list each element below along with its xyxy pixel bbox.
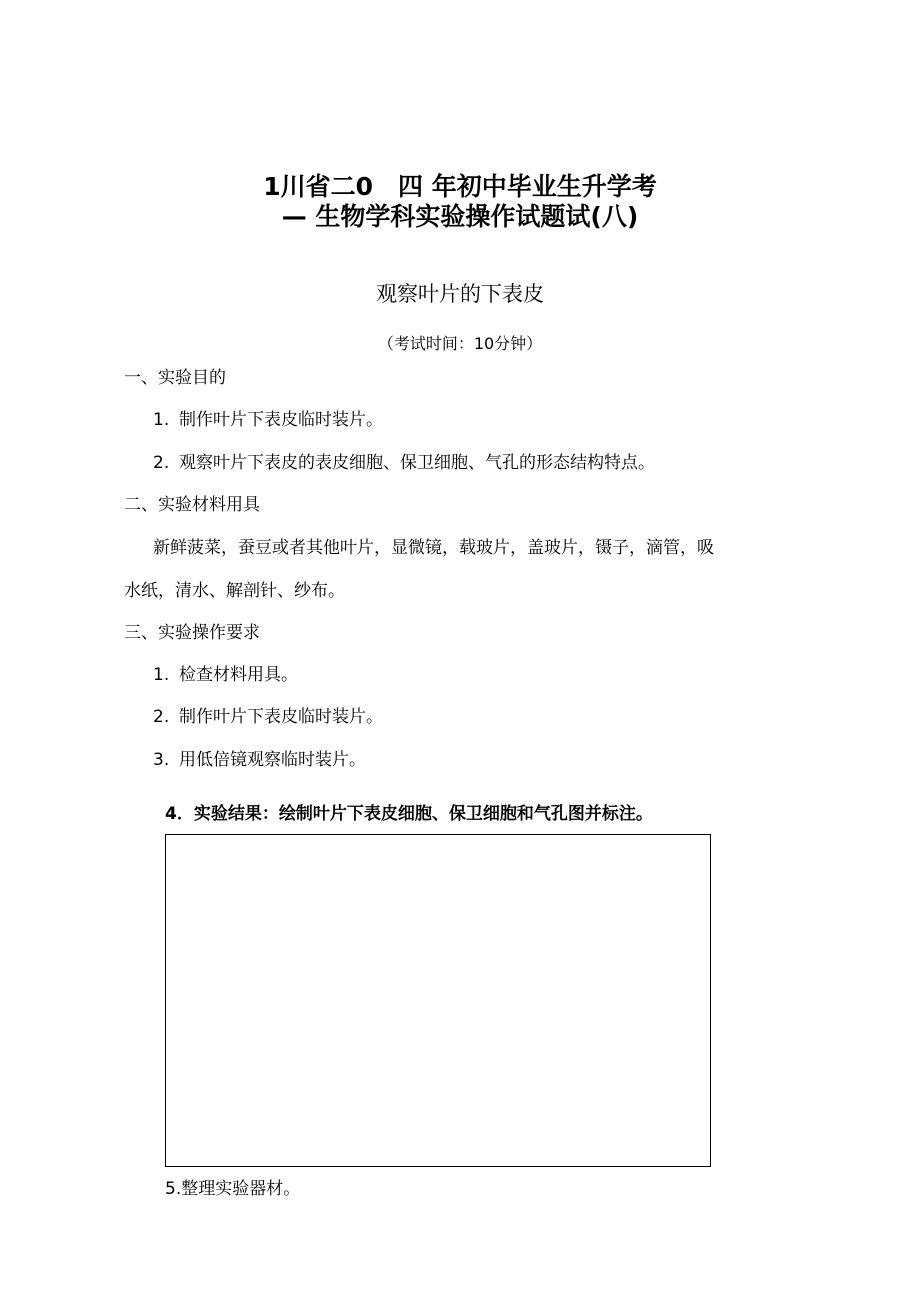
- requirement-item-1: [153, 664, 298, 686]
- requirement-item-3-text: 用低倍镜观察临时装片。: [179, 750, 366, 770]
- requirement-item-4: 4．实验结果：绘制叶片下表皮细胞、保卫细胞和气孔图并标注。: [165, 804, 653, 824]
- requirement-item-5: 5.整理实验器材。: [165, 1179, 301, 1199]
- document-title-line2: — 生物学科实验操作试题试(八): [281, 202, 639, 231]
- purpose-item-2: [153, 452, 655, 474]
- requirement-item-1-num: 1.: [153, 665, 170, 685]
- section-purpose-heading: 一、实验目的: [124, 368, 226, 388]
- exam-time: （考试时间：10分钟）: [377, 334, 543, 353]
- requirement-item-3-num: 3.: [153, 750, 170, 770]
- purpose-item-1: [153, 409, 383, 431]
- requirement-item-3: [153, 749, 366, 771]
- materials-line-2: 水纸，清水、解剖针、纱布。: [124, 581, 345, 601]
- section-requirements-heading: 三、实验操作要求: [124, 623, 260, 643]
- purpose-item-1-num: 1.: [153, 410, 170, 430]
- requirement-item-2-text: 制作叶片下表皮临时装片。: [179, 707, 383, 727]
- document-title-line1: 1川省二0 四 年初中毕业生升学考: [263, 172, 657, 201]
- requirement-item-1-text: 检查材料用具。: [179, 665, 298, 685]
- experiment-title: 观察叶片的下表皮: [376, 282, 544, 306]
- purpose-item-1-text: 制作叶片下表皮临时装片。: [179, 410, 383, 430]
- drawing-answer-box: [165, 834, 711, 1167]
- purpose-item-2-num: 2.: [153, 453, 170, 473]
- requirement-item-2-num: 2.: [153, 707, 170, 727]
- purpose-item-2-text: 观察叶片下表皮的表皮细胞、保卫细胞、气孔的形态结构特点。: [179, 453, 655, 473]
- section-materials-heading: 二、实验材料用具: [124, 495, 260, 515]
- requirement-item-2: [153, 706, 383, 728]
- materials-line-1: 新鲜菠菜，蚕豆或者其他叶片，显微镜，载玻片，盖玻片，镊子，滴管，吸: [153, 538, 714, 558]
